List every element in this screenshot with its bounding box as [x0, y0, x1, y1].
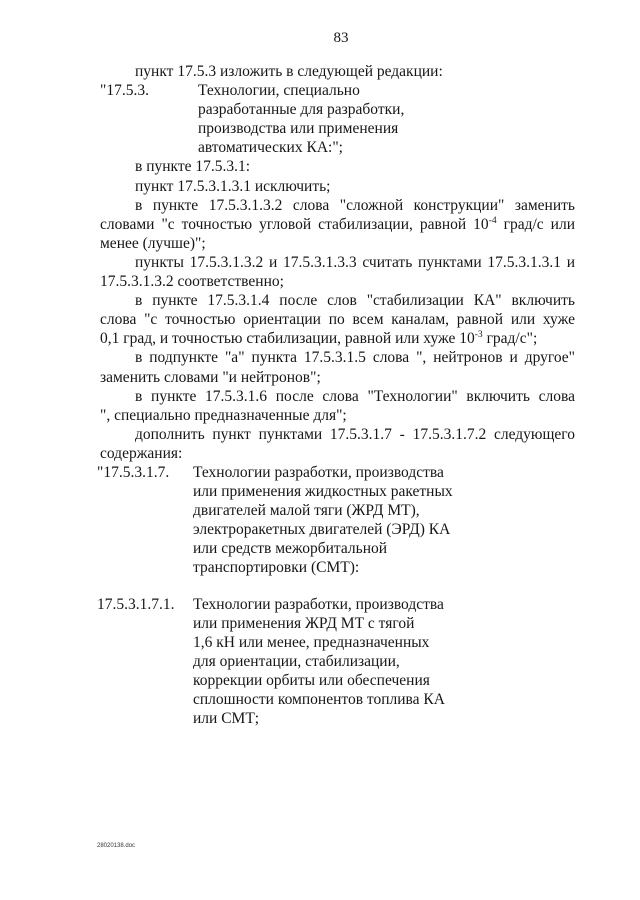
item-text: Технологии, специально [198, 82, 360, 100]
item-line [0, 671, 640, 690]
item-text: производства или применения [198, 120, 399, 138]
item-number: 17.5.3.1.7.1. [97, 595, 175, 613]
item-text: или СМТ; [193, 710, 260, 728]
item-line [0, 652, 640, 671]
quoted-item-17-5-3-1-7 [0, 463, 640, 578]
item-line [0, 558, 640, 577]
item-number: "17.5.3.1.7. [97, 463, 170, 481]
line-text: словами "с точностью угловой стабилизации, равной 10 [100, 215, 489, 233]
item-line [0, 81, 640, 100]
paragraph-line: пункты 17.5.3.1.3.2 и 17.5.3.1.3.3 считать пунктами 17.5.3.1.3.1 и [135, 253, 575, 271]
item-text: сплошности компонентов топлива КА [193, 691, 445, 708]
paragraph-line: 17.5.3.1.3.2 соответственно; [100, 273, 284, 291]
paragraph-line [100, 215, 575, 234]
page-number: 83 [333, 30, 349, 46]
item-line [0, 482, 640, 501]
paragraph-supplement [0, 425, 640, 463]
item-text: двигателей малой тяги (ЖРД МТ), [193, 502, 420, 520]
item-text: автоматических КА:"; [198, 139, 343, 157]
paragraph-line: менее (лучше)"; [100, 234, 206, 252]
paragraph-17-5-3-1-5 [0, 348, 640, 386]
item-line [0, 690, 640, 709]
item-text: транспортировки (СМТ): [193, 559, 360, 577]
item-text: Технологии разработки, производства [193, 463, 444, 481]
paragraph-17-5-3-1-4 [0, 291, 640, 348]
footer-filename: 28020138.doc [97, 843, 136, 849]
item-line [0, 520, 640, 539]
document-body [0, 62, 640, 728]
item-line [0, 463, 640, 482]
item-text: для ориентации, стабилизации, [193, 652, 400, 670]
item-text: или средств межорбитальной [193, 540, 388, 558]
paragraph-17-5-3-1-6 [0, 387, 640, 425]
paragraph-line: в пункте 17.5.3.1.3.2 слова "сложной конструкции" заменить [135, 196, 575, 214]
item-text: Технологии разработки, производства [193, 595, 444, 613]
line-text: град/с"; [482, 330, 538, 348]
superscript-exponent: -3 [474, 330, 483, 341]
paragraph-line: ", специально предназначенные для"; [100, 406, 347, 424]
item-line [0, 709, 640, 728]
paragraph-line: слова "с точностью ориентации по всем каналам, равной или хуже [100, 311, 575, 329]
blank-space [0, 578, 640, 595]
item-text: разработанные для разработки, [198, 101, 405, 119]
paragraph-line: пункт 17.5.3.1.3.1 исключить; [135, 177, 331, 195]
item-line [0, 501, 640, 520]
paragraph-line: заменить словами "и нейтронов"; [100, 368, 321, 386]
paragraph-line: содержания: [100, 444, 183, 462]
paragraph-renumber [0, 253, 640, 291]
paragraph-line: в пункте 17.5.3.1.4 после слов "стабилизации КА" включить [135, 292, 575, 310]
item-line [0, 100, 640, 119]
item-text: 1,6 кН или менее, предназначенных [193, 633, 430, 651]
paragraph-17-5-3-1-3-2 [0, 196, 640, 253]
item-number: "17.5.3. [100, 82, 149, 100]
item-text: электроракетных двигателей (ЭРД) КА [193, 521, 451, 539]
item-line [0, 138, 640, 157]
line-text: 0,1 град, и точностью стабилизации, равной или хуже 10 [100, 330, 475, 348]
intro-line: пункт 17.5.3 изложить в следующей редакции: [135, 63, 443, 80]
paragraph-line: дополнить пункт пунктами 17.5.3.1.7 - 17.5.3.1.7.2 следующего [135, 425, 575, 443]
item-text: коррекции орбиты или обеспечения [193, 671, 430, 689]
paragraph-line: в пункте 17.5.3.1.6 после слова "Технологии" включить слова [135, 387, 575, 405]
item-text: или применения ЖРД МТ с тягой [193, 614, 415, 632]
item-line [0, 119, 640, 138]
item-line [0, 595, 640, 614]
line-text: град/с или [496, 215, 575, 233]
paragraph-line [100, 329, 640, 348]
superscript-exponent: -4 [488, 215, 497, 226]
paragraph-line: в пункте 17.5.3.1: [135, 158, 251, 176]
item-line [0, 633, 640, 652]
paragraph-line: в подпункте "а" пункта 17.5.3.1.5 слова ", нейтронов и другое" [135, 349, 575, 367]
quoted-item-17-5-3 [0, 81, 640, 157]
item-line [0, 539, 640, 558]
quoted-item-17-5-3-1-7-1 [0, 595, 640, 729]
item-text: или применения жидкостных ракетных [193, 483, 453, 501]
item-line [0, 614, 640, 633]
